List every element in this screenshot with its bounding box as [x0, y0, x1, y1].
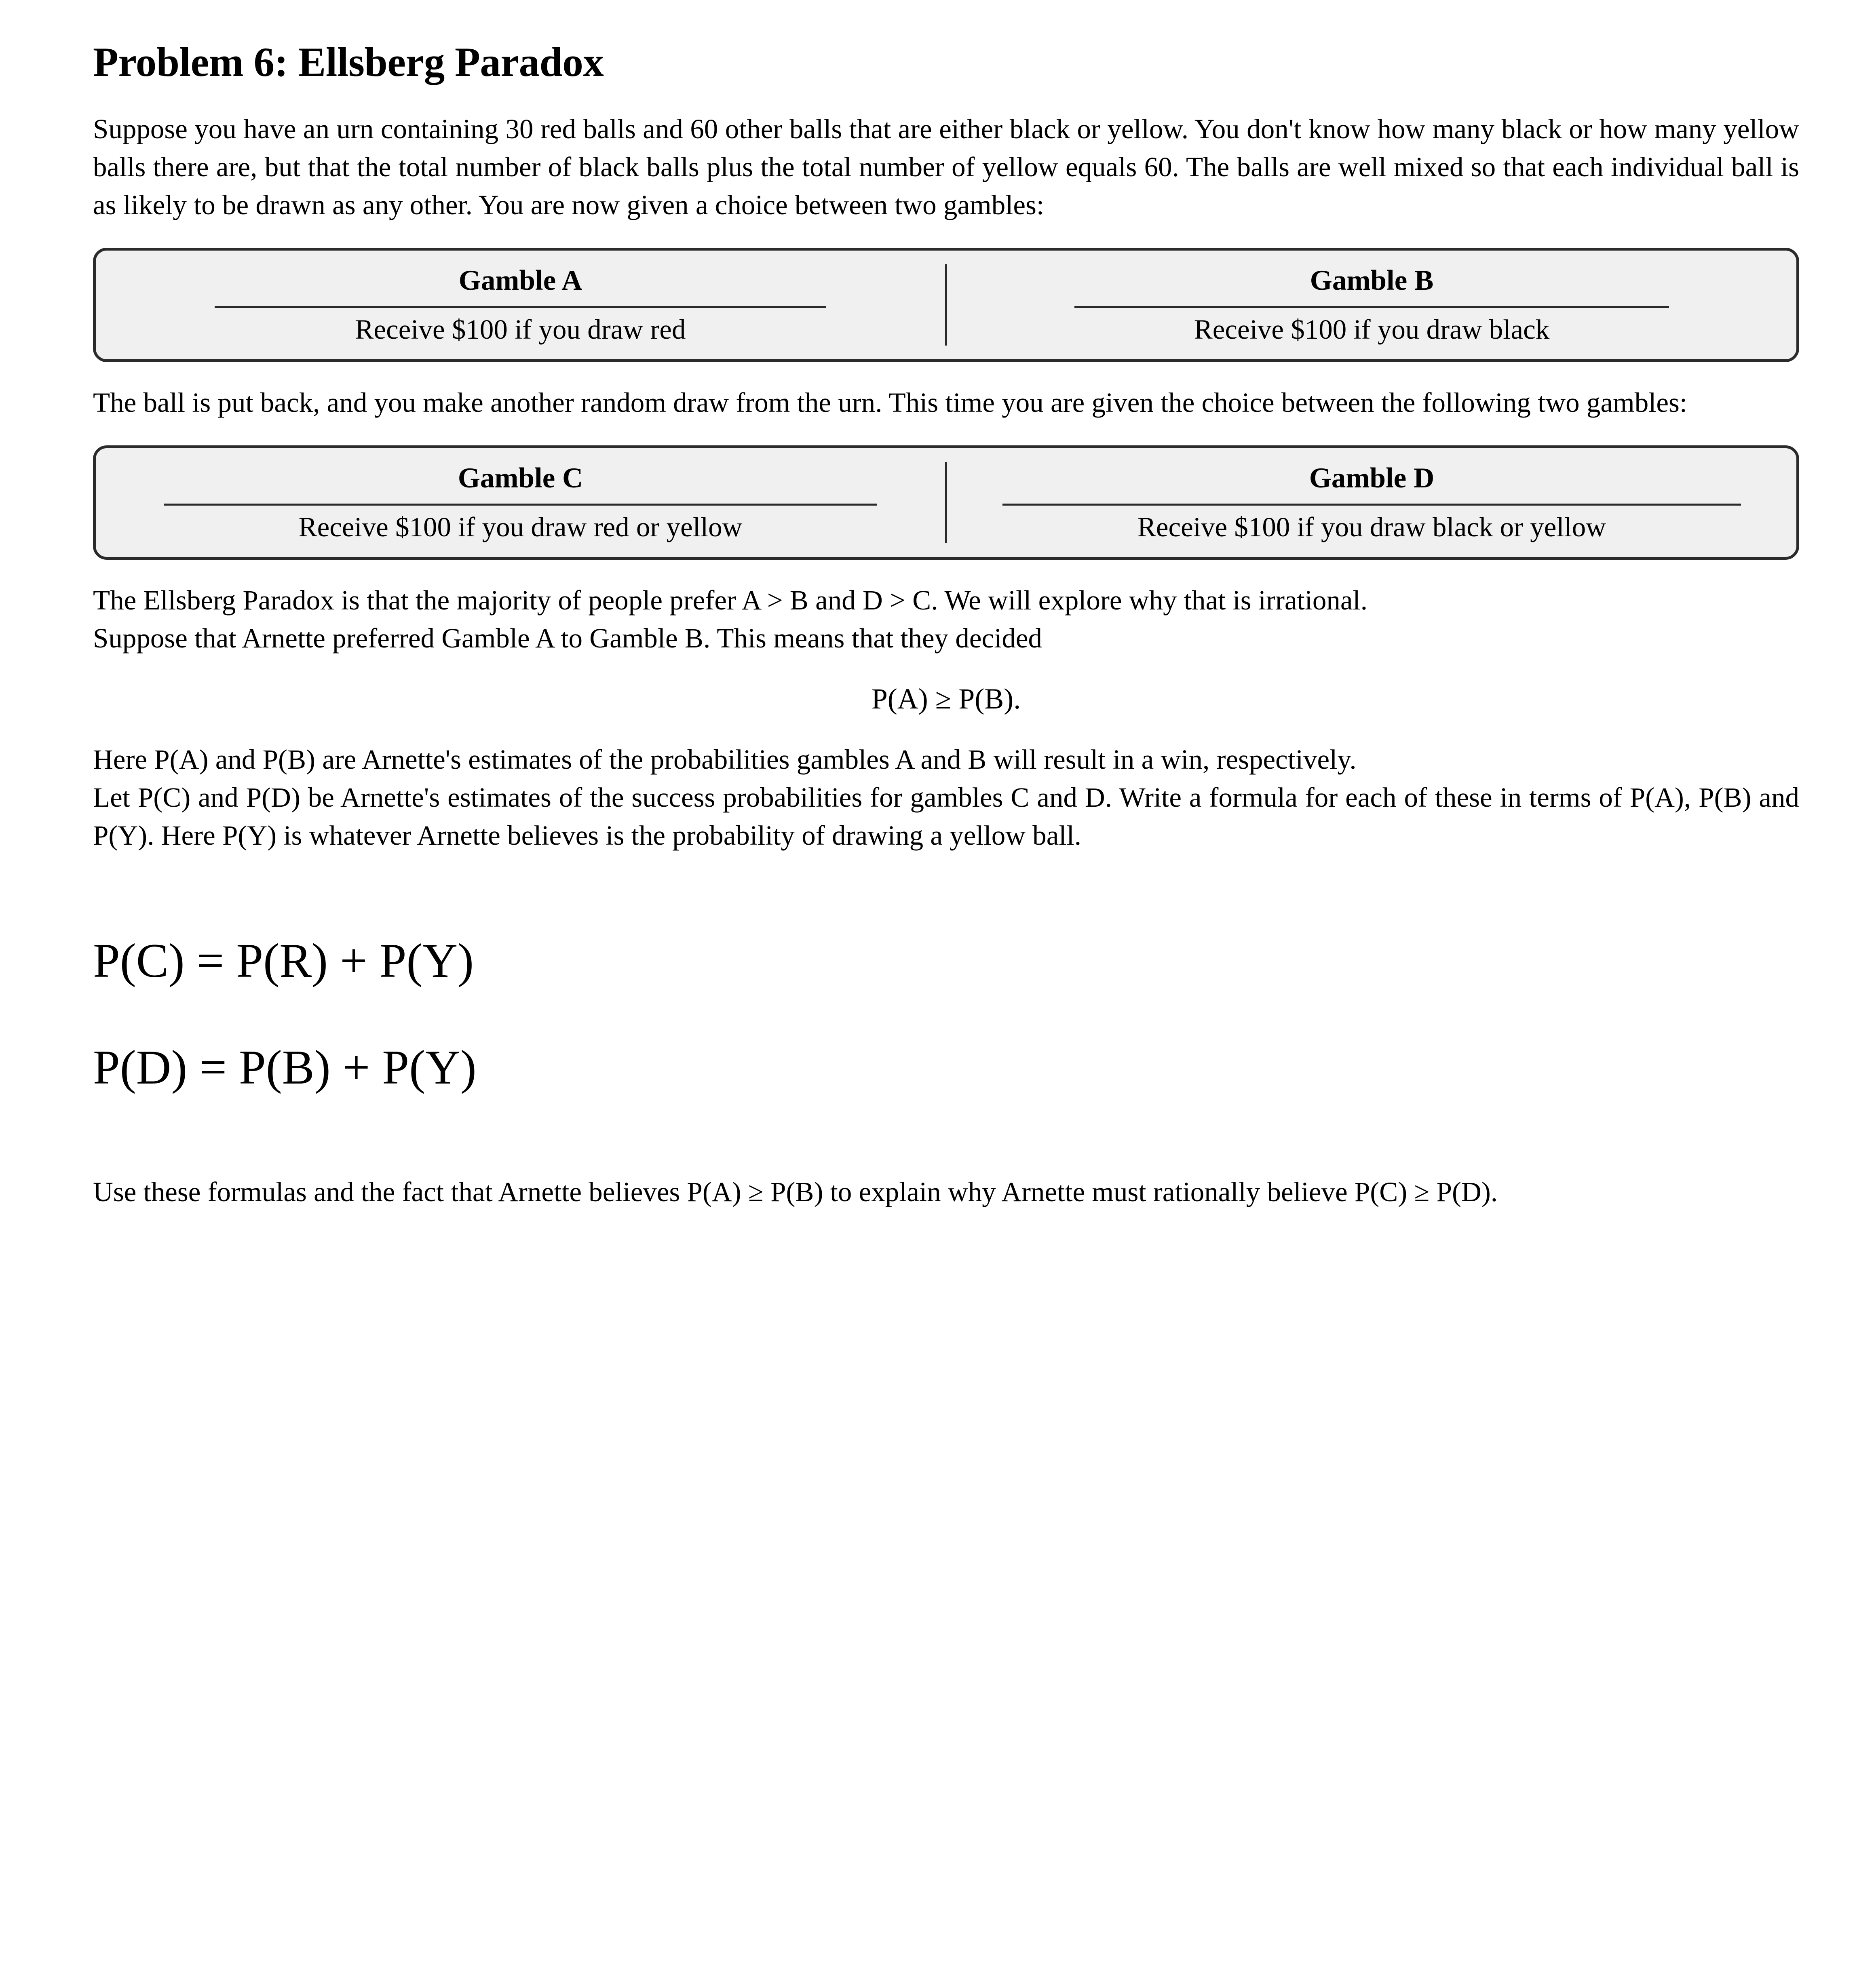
- spacer-after-answers: [93, 1096, 1799, 1173]
- gamble-table-2-grid: [96, 462, 1796, 543]
- gamble-c-text: Receive $100 if you draw red or yellow: [298, 511, 743, 542]
- page-title: Problem 6: Ellsberg Paradox: [93, 39, 604, 85]
- intro-paragraph: Suppose you have an urn containing 30 red balls and 60 other balls that are either black or yellow. You don't know how many black or how many yellow balls there are, but that the total number of black balls plus the total number of yellow equals 60. The balls are well mixed so that each individual ball is as likely to be drawn as any other. You are now given a choice between two gambles:: [93, 114, 1799, 221]
- gamble-b-header: Gamble B: [1310, 264, 1434, 296]
- gamble-a-text: Receive $100 if you draw red: [355, 314, 686, 345]
- gamble-b-header-wrap: [947, 264, 1796, 306]
- gamble-a-header: Gamble A: [458, 264, 582, 296]
- gamble-b-text: Receive $100 if you draw black: [1194, 314, 1550, 345]
- gamble-d-cell: [946, 462, 1797, 543]
- spacer-between-answers: [93, 990, 1799, 1038]
- paradox-paragraph: The Ellsberg Paradox is that the majority of people prefer A > B and D > C. We will explore why that is irrational.: [93, 584, 1367, 616]
- gamble-table-1: [93, 248, 1799, 362]
- gamble-c-header-wrap: [96, 462, 945, 504]
- spacer-before-answers: [93, 855, 1799, 932]
- gamble-table-1-grid: [96, 264, 1796, 346]
- preference-paragraph: Suppose that Arnette preferred Gamble A to Gamble B. This means that they decided: [93, 622, 1042, 654]
- gamble-d-text: Receive $100 if you draw black or yellow: [1137, 511, 1606, 542]
- second-draw-paragraph: The ball is put back, and you make another random draw from the urn. This time you are given the choice between the following two gambles:: [93, 387, 1688, 418]
- answer-equation-1: P(C) = P(R) + P(Y): [93, 933, 474, 987]
- gamble-a-header-wrap: [96, 264, 945, 306]
- gamble-c-cell: [96, 462, 946, 543]
- gamble-a-cell: [96, 264, 946, 346]
- gamble-b-cell: [946, 264, 1797, 346]
- closing-paragraph: Use these formulas and the fact that Arnette believes P(A) ≥ P(B) to explain why Arnette must rationally believe P(C) ≥ P(D).: [93, 1176, 1498, 1207]
- estimates-paragraph: Here P(A) and P(B) are Arnette's estimates of the probabilities gambles A and B will result in a win, respectively.: [93, 744, 1357, 775]
- display-equation: P(A) ≥ P(B).: [871, 683, 1021, 715]
- gamble-table-2: [93, 445, 1799, 560]
- gamble-c-header: Gamble C: [458, 462, 583, 494]
- formula-request-paragraph: Let P(C) and P(D) be Arnette's estimates of the success probabilities for gambles C and D. Write a formula for each of these in terms of P(A), P(B) and P(Y). Here P(Y) is whatever Arnette believes is the probability of drawing a yellow ball.: [93, 782, 1799, 851]
- gamble-d-header: Gamble D: [1309, 462, 1435, 494]
- gamble-d-header-wrap: [947, 462, 1796, 504]
- answer-equation-2: P(D) = P(B) + P(Y): [93, 1040, 477, 1094]
